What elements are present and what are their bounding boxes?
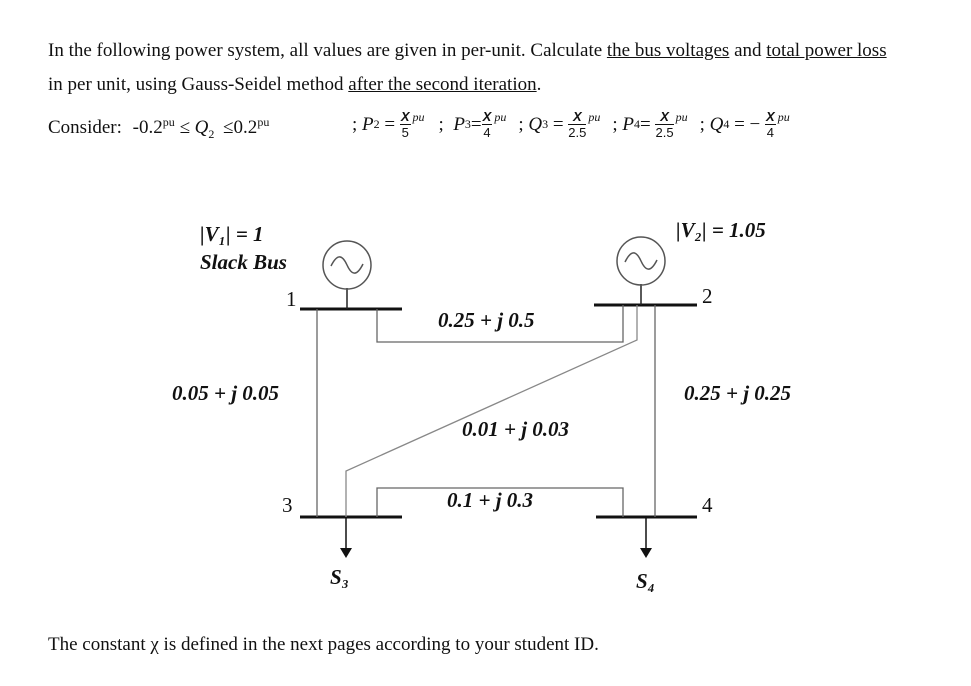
pu-unit: pu — [257, 115, 270, 129]
p4-label: P — [622, 113, 635, 135]
p2-den: 5 — [401, 125, 409, 140]
footer-note: The constant χ is defined in the next pages according to your student ID. — [48, 634, 599, 655]
generator-2-icon — [617, 237, 665, 305]
separator: ; — [518, 113, 524, 135]
impedance-1-2: 0.25 + j 0.5 — [438, 308, 535, 332]
p4-sub: 4 — [634, 117, 641, 131]
pu-unit: pu — [588, 110, 601, 124]
q2-subscript: 2 — [208, 126, 215, 141]
q3-sub: 3 — [542, 117, 549, 131]
load-s4-label: S₄ — [636, 569, 656, 593]
p3-num: X — [482, 109, 492, 124]
line1-text-a: In the following power system, all values are given in per-unit. Calculate — [48, 40, 607, 61]
load-3-arrow-icon — [340, 517, 352, 558]
load-s3-label: S₃ — [330, 565, 350, 589]
q4-sub: 4 — [723, 117, 730, 131]
pu-unit: pu — [494, 110, 507, 124]
p4-spec: ; P 4 = $\frac{X}{2.5}$ pu — [612, 109, 688, 140]
bus-2-number: 2 — [702, 284, 713, 308]
line2-text-a: in per unit, using Gauss-Seidel method — [48, 74, 349, 95]
p4-den: 2.5 — [655, 125, 674, 140]
pu-unit: pu — [675, 110, 688, 124]
q4-num: X — [766, 109, 775, 124]
q3-den: 2.5 — [568, 125, 587, 140]
q4-label: Q — [709, 113, 724, 135]
load-4-arrow-icon — [640, 517, 652, 558]
separator: ; — [699, 113, 705, 135]
q4-spec: ; Q 4 = − $\frac{X}{4}$ pu — [699, 109, 790, 140]
q3-label: Q — [528, 113, 543, 135]
impedance-1-3: 0.05 + j 0.05 — [172, 381, 280, 405]
line2-period: . — [536, 74, 542, 95]
p2-num: X — [400, 109, 410, 124]
underlined-total-power-loss: total power loss — [766, 40, 887, 61]
bus-3-number: 3 — [282, 493, 293, 517]
pu-unit: pu — [412, 110, 425, 124]
line1-text-b: and — [729, 40, 767, 61]
slack-bus-label: Slack Bus — [200, 250, 287, 274]
bus-4-number: 4 — [702, 493, 713, 517]
p3-den: 4 — [483, 125, 491, 140]
q2-symbol: ≤ Q — [179, 117, 209, 138]
line-2-3 — [346, 305, 637, 517]
p2-label: P — [362, 113, 374, 135]
generator-1-icon — [323, 241, 371, 309]
q3-spec: ; Q 3 = $\frac{X}{2.5}$ pu — [518, 109, 601, 140]
consider-label: Consider: — [48, 117, 122, 138]
q2-upper-bound: ≤0.2 — [223, 117, 258, 138]
v1-label: |V₁| = 1 — [200, 222, 264, 246]
separator: ; — [612, 113, 618, 135]
p3-sub: 3 — [464, 117, 471, 131]
impedance-3-4: 0.1 + j 0.3 — [447, 488, 534, 512]
pu-unit: pu — [162, 115, 175, 129]
q2-lower-bound: -0.2 — [132, 117, 163, 138]
q4-den: 4 — [766, 125, 774, 140]
pu-unit: pu — [777, 110, 790, 124]
bus-1-number: 1 — [286, 287, 297, 311]
separator: ; — [352, 113, 358, 135]
p2-sub: 2 — [373, 117, 380, 131]
impedance-2-3: 0.01 + j 0.03 — [462, 417, 570, 441]
impedance-2-4: 0.25 + j 0.25 — [684, 381, 792, 405]
p2-spec: ; P 2 = $\frac{X}{5}$ pu — [352, 109, 425, 140]
p4-num: X — [655, 110, 673, 125]
p3-spec: ; P 3 = $\frac{X}{4}$ pu — [438, 109, 507, 140]
underlined-bus-voltages: the bus voltages — [606, 40, 730, 61]
v2-label: |V₂| = 1.05 — [676, 218, 766, 242]
q3-num: X — [568, 110, 586, 125]
separator: ; — [438, 113, 444, 135]
p3-label: P — [453, 113, 465, 135]
underlined-second-iteration: after the second iteration — [348, 74, 537, 95]
